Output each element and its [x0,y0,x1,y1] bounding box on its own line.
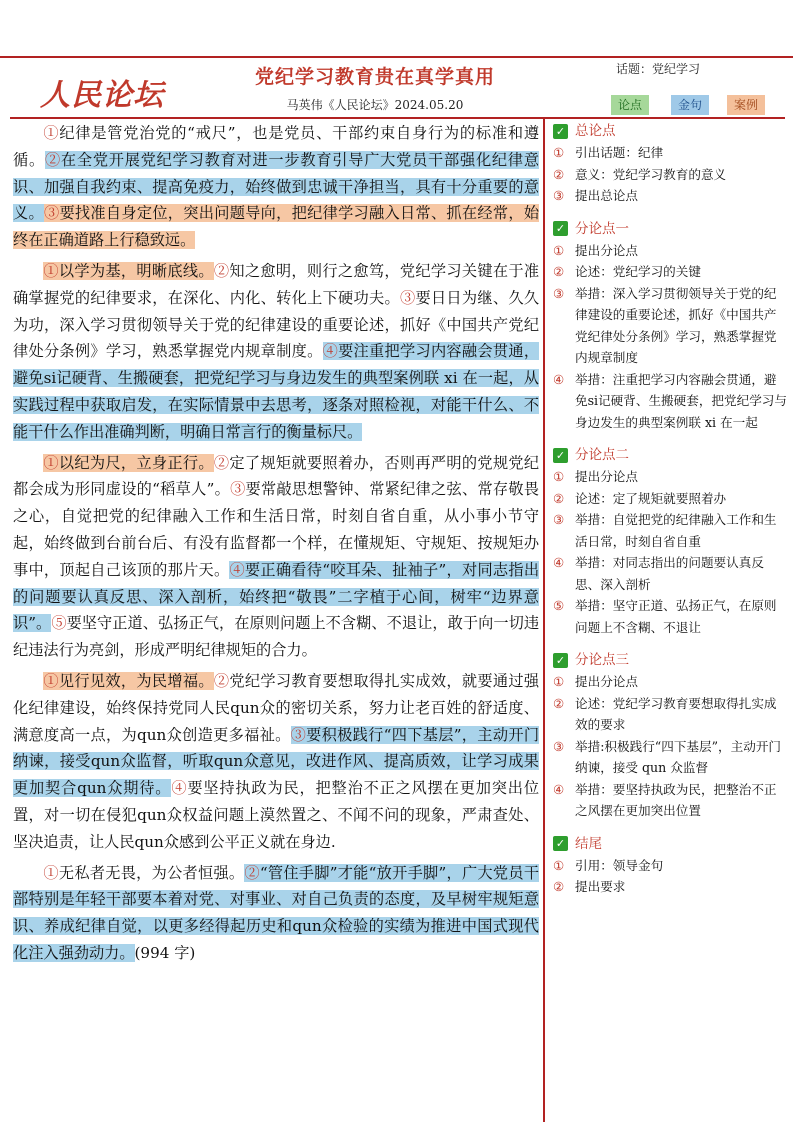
sentence-quote: ③要积极践行“四下基层”，主动开门纳谏，接受qun众监督，听取qun众意见，改进作风、提高质效，让学习成果更加契合qun众期待。 [13,725,540,798]
section-title: 总论点 [575,123,616,139]
legend-argument: 论点 [611,95,649,115]
sentence: ③要常敲思想警钟、常紧纪律之弦、常存敬畏之心，自觉把党的纪律融入工作和生活日常，时刻自省自重，从小事小节守起，始终做到台前台后、有没有监督都一个样，在懂规矩、守规矩、按规矩办事中，顶起自己该顶的那片天。 [13,480,540,579]
checkbox-icon: ✓ [553,221,568,236]
sentence-argument: ①见行见效，为民增福。 [43,671,214,690]
sentence: ④要坚持执政为民，把整治不正之风摆在更加突出位置，对一切在侵犯qun众权益问题上漠然置之、不闻不问的现象，严肃查处、坚决追责，让人民qun众感到公平正义就在身边. [13,779,540,851]
sentence: ③要日日为继、久久为功，深入学习贯彻领导关于党的纪律建设的重要论述，抓好《中国共产党纪律处分条例》学习，熟悉掌握党内规章制度。 [13,288,540,361]
paragraph-point-2 [13,450,539,664]
outline-item: ① 提出分论点 [553,469,638,484]
paragraph-conclusion [13,860,539,967]
outline-section-point-2 [553,444,789,638]
page-title: 党纪学习教育贵在真学真用 [254,66,495,88]
outline-item: ④ 举措：注重把学习内容融会贯通，避免si记硬背、生搬硬套，把党纪学习与身边发生的典型案例联 xi 在一起 [553,371,787,430]
outline-item: ① 引用：领导金句 [553,857,664,873]
sentence: ②知之愈明，则行之愈笃，党纪学习关键在于准确掌握党的纪律要求，在深化、内化、转化上下硬功夫。 [13,261,540,307]
outline-section-ending [553,833,789,898]
word-count: (994 字) [134,943,196,962]
checkbox-icon: ✓ [553,653,568,668]
column-divider [543,117,545,1122]
sentence: ⑤要坚守正道、弘扬正气，在原则问题上不含糊、不退让，敢于向一切违纪违法行为亮剑，形成严明纪律规矩的合力。 [13,614,540,660]
legend-case: 案例 [727,95,765,115]
outline-sidebar [553,120,789,909]
outline-item: ② 提出要求 [553,879,626,894]
legend-quote: 金句 [671,95,709,115]
outline-item: ① 提出分论点 [553,674,638,689]
section-title: 结尾 [575,835,602,852]
sentence-quote: ④要正确看待“咬耳朵、扯袖子”，对同志指出的问题要认真反思、深入剖析，始终把“敬畏”二字植于心间，树牢“边界意识”。 [13,560,540,633]
outline-item: ③ 举措：深入学习贯彻领导关于党的纪律建设的重要论述，抓好《中国共产党纪律处分条例》学习，熟悉掌握党内规章制度 [553,285,777,365]
sentence-quote: ②在全党开展党纪学习教育对进一步教育引导广大党员干部强化纪律意识、加强自我约束、提高免疫力，始终做到忠诚干净担当，具有十分重要的意义。 [13,150,540,223]
paragraph-point-3 [13,668,539,856]
sentence-quote: ④要注重把学习内容融会贯通，避免si记硬背、生搬硬套，把党纪学习与身边发生的典型案例联 xi 在一起，从实践过程中获取启发，在实际情景中去思考，逐条对照检视，对能干什么、不能干什么作出准确判断，明确日常言行的衡量标尺。 [13,342,540,441]
checkbox-icon: ✓ [553,836,568,851]
topic-label: 话题：党纪学习 [616,62,701,76]
header-divider [10,117,785,119]
outline-item: ③ 举措：自觉把党的纪律融入工作和生活日常，时刻自省自重 [553,512,777,549]
byline: 马英伟《人民论坛》2024.05.20 [286,98,464,112]
outline-item: ③ 举措:积极践行“四下基层”，主动开门纳谏，接受 qun 众监督 [553,738,782,775]
outline-section-point-1 [553,218,789,434]
outline-item: ② 意义：党纪学习教育的意义 [553,166,727,182]
header-top-rule [0,56,793,58]
section-title: 分论点二 [575,447,629,463]
sentence: ①无私者无畏，为公者恒强。 [43,863,245,882]
outline-item: ③ 提出总论点 [553,188,638,203]
article-body [13,120,539,967]
outline-item: ⑤ 举措：坚守正道、弘扬正气，在原则问题上不含糊、不退让 [553,598,777,635]
checkbox-icon: ✓ [553,448,568,463]
outline-item: ① 引出话题：纪律 [553,145,664,160]
sentence-quote: ②“管住手脚”才能“放开手脚”，广大党员干部特别是年轻干部要本着对党、对事业、对自己负责的态度，及早树牢规矩意识、养成纪律自觉，以更多经得起历史和qun众检验的实绩为推进中国式现代化注入强劲动力。 [13,863,540,962]
section-title: 分论点一 [575,220,629,237]
sentence: ②党纪学习教育要想取得扎实成效，就要通过强化纪律建设，始终保持党同人民qun众的密切关系，努力让老百姓的舒适度、满意度高一点，为qun众创造更多福祉。 [13,671,540,744]
sentence: ①纪律是管党治党的“戒尺”，也是党员、干部约束自身行为的标准和遵循。 [13,124,540,169]
outline-item: ② 论述：党纪学习教育要想取得扎实成效的要求 [553,695,777,732]
section-title: 分论点三 [575,652,629,668]
outline-section-thesis [553,120,789,207]
outline-item: ④ 举措：要坚持执政为民，把整治不正之风摆在更加突出位置 [553,781,777,818]
sentence-argument: ①以学为基，明晰底线。 [43,261,214,280]
paragraph-intro [13,120,539,254]
outline-section-point-3 [553,649,789,822]
sentence-thesis: ③要找准自身定位，突出问题导向，把纪律学习融入日常、抓在经常，始终在正确道路上行稳致远。 [13,204,540,250]
checkbox-icon: ✓ [553,124,568,139]
sentence: ②定了规矩就要照着办，否则再严明的党规党纪都会成为形同虚设的“稻草人”。 [13,453,540,499]
brand-logo: 人民论坛 [40,78,164,113]
paragraph-point-1 [13,258,539,446]
outline-item: ② 论述：党纪学习的关键 [553,264,701,279]
outline-item: ② 论述：定了规矩就要照着办 [553,490,727,506]
sentence-argument: ①以纪为尺，立身正行。 [43,453,214,472]
outline-item: ④ 举措：对同志指出的问题要认真反思、深入剖析 [553,555,764,592]
outline-item: ① 提出分论点 [553,242,638,258]
